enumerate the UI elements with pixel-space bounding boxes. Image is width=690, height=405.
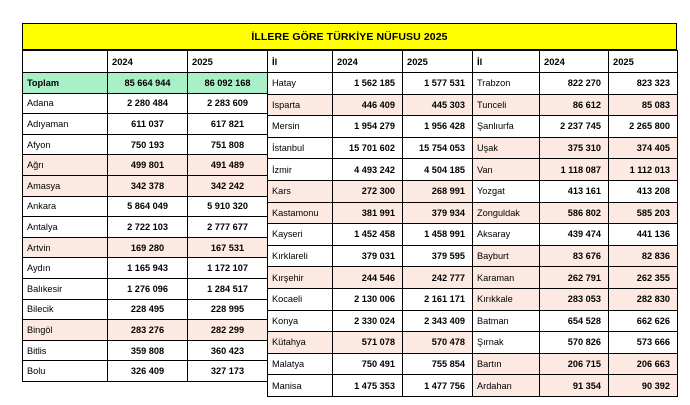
province-name-cell: Amasya bbox=[23, 175, 108, 196]
province-name-cell: Adana bbox=[23, 93, 108, 114]
population-2024-cell: 446 409 bbox=[333, 94, 403, 116]
table-row bbox=[23, 175, 268, 196]
table-row bbox=[473, 180, 678, 202]
province-name-cell: İstanbul bbox=[268, 137, 333, 159]
province-name-cell: Konya bbox=[268, 310, 333, 332]
column-header-2025: 2025 bbox=[403, 51, 473, 73]
population-2024-cell: 85 664 944 bbox=[108, 73, 188, 94]
population-2025-cell: 445 303 bbox=[403, 94, 473, 116]
population-2025-cell: 228 995 bbox=[188, 299, 268, 320]
table-row bbox=[473, 245, 678, 267]
table-row bbox=[268, 267, 473, 289]
population-2024-cell: 83 676 bbox=[540, 245, 609, 267]
population-2025-cell: 1 458 991 bbox=[403, 224, 473, 246]
province-name-cell: Batman bbox=[473, 310, 540, 332]
province-name-cell: Ankara bbox=[23, 196, 108, 217]
table-row bbox=[268, 116, 473, 138]
province-name-cell: Ağrı bbox=[23, 155, 108, 176]
population-table-group-3 bbox=[472, 50, 678, 397]
table-row bbox=[23, 237, 268, 258]
population-2025-cell: 1 172 107 bbox=[188, 258, 268, 279]
province-name-cell: İzmir bbox=[268, 159, 333, 181]
province-name-cell: Mersin bbox=[268, 116, 333, 138]
population-2024-cell: 5 864 049 bbox=[108, 196, 188, 217]
province-name-cell: Hatay bbox=[268, 73, 333, 95]
population-2024-cell: 15 701 602 bbox=[333, 137, 403, 159]
population-2025-cell: 268 991 bbox=[403, 180, 473, 202]
population-2025-cell: 491 489 bbox=[188, 155, 268, 176]
population-2025-cell: 662 626 bbox=[609, 310, 678, 332]
table-row bbox=[268, 94, 473, 116]
population-2024-cell: 570 826 bbox=[540, 332, 609, 354]
province-name-cell: Kütahya bbox=[268, 332, 333, 354]
population-2025-cell: 5 910 320 bbox=[188, 196, 268, 217]
table-row bbox=[268, 353, 473, 375]
province-name-cell: Antalya bbox=[23, 217, 108, 238]
table-row bbox=[473, 116, 678, 138]
province-name-cell: Bingöl bbox=[23, 320, 108, 341]
population-2024-cell: 283 053 bbox=[540, 288, 609, 310]
population-2024-cell: 2 237 745 bbox=[540, 116, 609, 138]
population-2025-cell: 282 299 bbox=[188, 320, 268, 341]
population-2025-cell: 441 136 bbox=[609, 224, 678, 246]
column-header-2025: 2025 bbox=[188, 51, 268, 73]
population-2025-cell: 85 083 bbox=[609, 94, 678, 116]
population-2025-cell: 1 112 013 bbox=[609, 159, 678, 181]
population-2025-cell: 1 477 756 bbox=[403, 375, 473, 397]
population-2025-cell: 206 663 bbox=[609, 353, 678, 375]
table-row bbox=[473, 137, 678, 159]
province-name-cell: Tunceli bbox=[473, 94, 540, 116]
population-2024-cell: 169 280 bbox=[108, 237, 188, 258]
table-row bbox=[268, 180, 473, 202]
population-2025-cell: 2 265 800 bbox=[609, 116, 678, 138]
column-header-province: İl bbox=[473, 51, 540, 73]
population-2024-cell: 654 528 bbox=[540, 310, 609, 332]
population-2025-cell: 4 504 185 bbox=[403, 159, 473, 181]
province-name-cell: Balıkesir bbox=[23, 278, 108, 299]
province-name-cell: Kars bbox=[268, 180, 333, 202]
population-2024-cell: 228 495 bbox=[108, 299, 188, 320]
population-2025-cell: 86 092 168 bbox=[188, 73, 268, 94]
population-2025-cell: 570 478 bbox=[403, 332, 473, 354]
population-2024-cell: 206 715 bbox=[540, 353, 609, 375]
population-2025-cell: 360 423 bbox=[188, 340, 268, 361]
table-row bbox=[473, 224, 678, 246]
table-row bbox=[473, 310, 678, 332]
table-row bbox=[473, 288, 678, 310]
population-2024-cell: 262 791 bbox=[540, 267, 609, 289]
population-2025-cell: 1 956 428 bbox=[403, 116, 473, 138]
province-name-cell: Malatya bbox=[268, 353, 333, 375]
province-name-cell: Bolu bbox=[23, 361, 108, 382]
population-2024-cell: 499 801 bbox=[108, 155, 188, 176]
population-2025-cell: 327 173 bbox=[188, 361, 268, 382]
population-2025-cell: 823 323 bbox=[609, 73, 678, 95]
population-2025-cell: 342 242 bbox=[188, 175, 268, 196]
column-header-province bbox=[23, 51, 108, 73]
population-2025-cell: 167 531 bbox=[188, 237, 268, 258]
table-body-group-2 bbox=[268, 73, 473, 397]
population-2024-cell: 1 165 943 bbox=[108, 258, 188, 279]
province-name-cell: Isparta bbox=[268, 94, 333, 116]
population-2025-cell: 751 808 bbox=[188, 134, 268, 155]
page-title: İLLERE GÖRE TÜRKİYE NÜFUSU 2025 bbox=[251, 30, 448, 43]
table-row bbox=[268, 245, 473, 267]
population-2025-cell: 262 355 bbox=[609, 267, 678, 289]
population-2025-cell: 379 934 bbox=[403, 202, 473, 224]
province-name-cell: Trabzon bbox=[473, 73, 540, 95]
population-2024-cell: 750 491 bbox=[333, 353, 403, 375]
population-2024-cell: 244 546 bbox=[333, 267, 403, 289]
population-2025-cell: 2 161 171 bbox=[403, 288, 473, 310]
province-name-cell: Yozgat bbox=[473, 180, 540, 202]
province-name-cell: Kocaeli bbox=[268, 288, 333, 310]
province-name-cell: Van bbox=[473, 159, 540, 181]
column-header-province: İl bbox=[268, 51, 333, 73]
population-2024-cell: 750 193 bbox=[108, 134, 188, 155]
column-header-2024: 2024 bbox=[333, 51, 403, 73]
province-name-cell: Kastamonu bbox=[268, 202, 333, 224]
population-2024-cell: 1 954 279 bbox=[333, 116, 403, 138]
population-2024-cell: 439 474 bbox=[540, 224, 609, 246]
population-2024-cell: 571 078 bbox=[333, 332, 403, 354]
province-name-cell: Bartın bbox=[473, 353, 540, 375]
population-2024-cell: 1 562 185 bbox=[333, 73, 403, 95]
table-row bbox=[23, 73, 268, 94]
population-2024-cell: 342 378 bbox=[108, 175, 188, 196]
population-2024-cell: 2 330 024 bbox=[333, 310, 403, 332]
table-row bbox=[268, 288, 473, 310]
population-2024-cell: 86 612 bbox=[540, 94, 609, 116]
table-row bbox=[23, 217, 268, 238]
population-2025-cell: 282 830 bbox=[609, 288, 678, 310]
table-header-row bbox=[268, 51, 473, 73]
province-name-cell: Kırıkkale bbox=[473, 288, 540, 310]
population-2025-cell: 374 405 bbox=[609, 137, 678, 159]
population-2024-cell: 1 276 096 bbox=[108, 278, 188, 299]
table-row bbox=[23, 320, 268, 341]
province-name-cell: Kırşehir bbox=[268, 267, 333, 289]
province-name-cell: Aydın bbox=[23, 258, 108, 279]
table-header-row bbox=[23, 51, 268, 73]
population-2025-cell: 1 284 517 bbox=[188, 278, 268, 299]
population-2025-cell: 242 777 bbox=[403, 267, 473, 289]
table-row bbox=[268, 73, 473, 95]
table-row bbox=[268, 159, 473, 181]
table-row bbox=[268, 332, 473, 354]
population-table-group-1 bbox=[22, 50, 268, 382]
population-2024-cell: 375 310 bbox=[540, 137, 609, 159]
table-row bbox=[23, 155, 268, 176]
table-row bbox=[23, 196, 268, 217]
population-2025-cell: 573 666 bbox=[609, 332, 678, 354]
table-row bbox=[23, 299, 268, 320]
population-2025-cell: 82 836 bbox=[609, 245, 678, 267]
province-name-cell: Şırnak bbox=[473, 332, 540, 354]
population-2024-cell: 283 276 bbox=[108, 320, 188, 341]
table-row bbox=[268, 224, 473, 246]
population-2024-cell: 379 031 bbox=[333, 245, 403, 267]
table-row bbox=[268, 137, 473, 159]
province-name-cell: Toplam bbox=[23, 73, 108, 94]
table-row bbox=[473, 353, 678, 375]
population-2025-cell: 617 821 bbox=[188, 114, 268, 135]
population-2024-cell: 822 270 bbox=[540, 73, 609, 95]
population-2024-cell: 1 475 353 bbox=[333, 375, 403, 397]
table-row bbox=[23, 340, 268, 361]
table-row bbox=[473, 375, 678, 397]
province-name-cell: Kırklareli bbox=[268, 245, 333, 267]
population-2024-cell: 326 409 bbox=[108, 361, 188, 382]
population-2025-cell: 755 854 bbox=[403, 353, 473, 375]
province-name-cell: Uşak bbox=[473, 137, 540, 159]
table-body-group-1 bbox=[23, 73, 268, 382]
column-header-2024: 2024 bbox=[108, 51, 188, 73]
column-header-2024: 2024 bbox=[540, 51, 609, 73]
table-row bbox=[473, 73, 678, 95]
province-name-cell: Afyon bbox=[23, 134, 108, 155]
population-2025-cell: 90 392 bbox=[609, 375, 678, 397]
population-2025-cell: 2 343 409 bbox=[403, 310, 473, 332]
table-row bbox=[23, 278, 268, 299]
province-name-cell: Artvin bbox=[23, 237, 108, 258]
population-2024-cell: 381 991 bbox=[333, 202, 403, 224]
province-name-cell: Bitlis bbox=[23, 340, 108, 361]
population-2024-cell: 2 130 006 bbox=[333, 288, 403, 310]
population-2025-cell: 2 777 677 bbox=[188, 217, 268, 238]
population-table-group-2 bbox=[267, 50, 473, 397]
population-2024-cell: 413 161 bbox=[540, 180, 609, 202]
population-2024-cell: 2 722 103 bbox=[108, 217, 188, 238]
table-row bbox=[268, 310, 473, 332]
table-row bbox=[473, 159, 678, 181]
population-2024-cell: 4 493 242 bbox=[333, 159, 403, 181]
table-row bbox=[473, 267, 678, 289]
province-name-cell: Bayburt bbox=[473, 245, 540, 267]
population-2025-cell: 413 208 bbox=[609, 180, 678, 202]
province-name-cell: Bilecik bbox=[23, 299, 108, 320]
province-name-cell: Adıyaman bbox=[23, 114, 108, 135]
table-row bbox=[473, 94, 678, 116]
population-2024-cell: 91 354 bbox=[540, 375, 609, 397]
table-row bbox=[473, 332, 678, 354]
population-2024-cell: 359 808 bbox=[108, 340, 188, 361]
province-name-cell: Manisa bbox=[268, 375, 333, 397]
table-row bbox=[23, 93, 268, 114]
province-name-cell: Zonguldak bbox=[473, 202, 540, 224]
table-row bbox=[473, 202, 678, 224]
table-row bbox=[23, 361, 268, 382]
table-header-row bbox=[473, 51, 678, 73]
table-row bbox=[268, 202, 473, 224]
province-name-cell: Aksaray bbox=[473, 224, 540, 246]
table-title-banner bbox=[22, 23, 677, 50]
population-2024-cell: 1 118 087 bbox=[540, 159, 609, 181]
table-row bbox=[23, 258, 268, 279]
population-2025-cell: 379 595 bbox=[403, 245, 473, 267]
population-2024-cell: 272 300 bbox=[333, 180, 403, 202]
population-2024-cell: 1 452 458 bbox=[333, 224, 403, 246]
column-header-2025: 2025 bbox=[609, 51, 678, 73]
population-2025-cell: 585 203 bbox=[609, 202, 678, 224]
population-2024-cell: 2 280 484 bbox=[108, 93, 188, 114]
population-2024-cell: 586 802 bbox=[540, 202, 609, 224]
population-2024-cell: 611 037 bbox=[108, 114, 188, 135]
province-name-cell: Kayseri bbox=[268, 224, 333, 246]
population-2025-cell: 1 577 531 bbox=[403, 73, 473, 95]
province-name-cell: Ardahan bbox=[473, 375, 540, 397]
table-body-group-3 bbox=[473, 73, 678, 397]
province-name-cell: Şanlıurfa bbox=[473, 116, 540, 138]
population-2025-cell: 15 754 053 bbox=[403, 137, 473, 159]
table-row bbox=[23, 114, 268, 135]
table-row bbox=[23, 134, 268, 155]
population-2025-cell: 2 283 609 bbox=[188, 93, 268, 114]
table-row bbox=[268, 375, 473, 397]
province-name-cell: Karaman bbox=[473, 267, 540, 289]
